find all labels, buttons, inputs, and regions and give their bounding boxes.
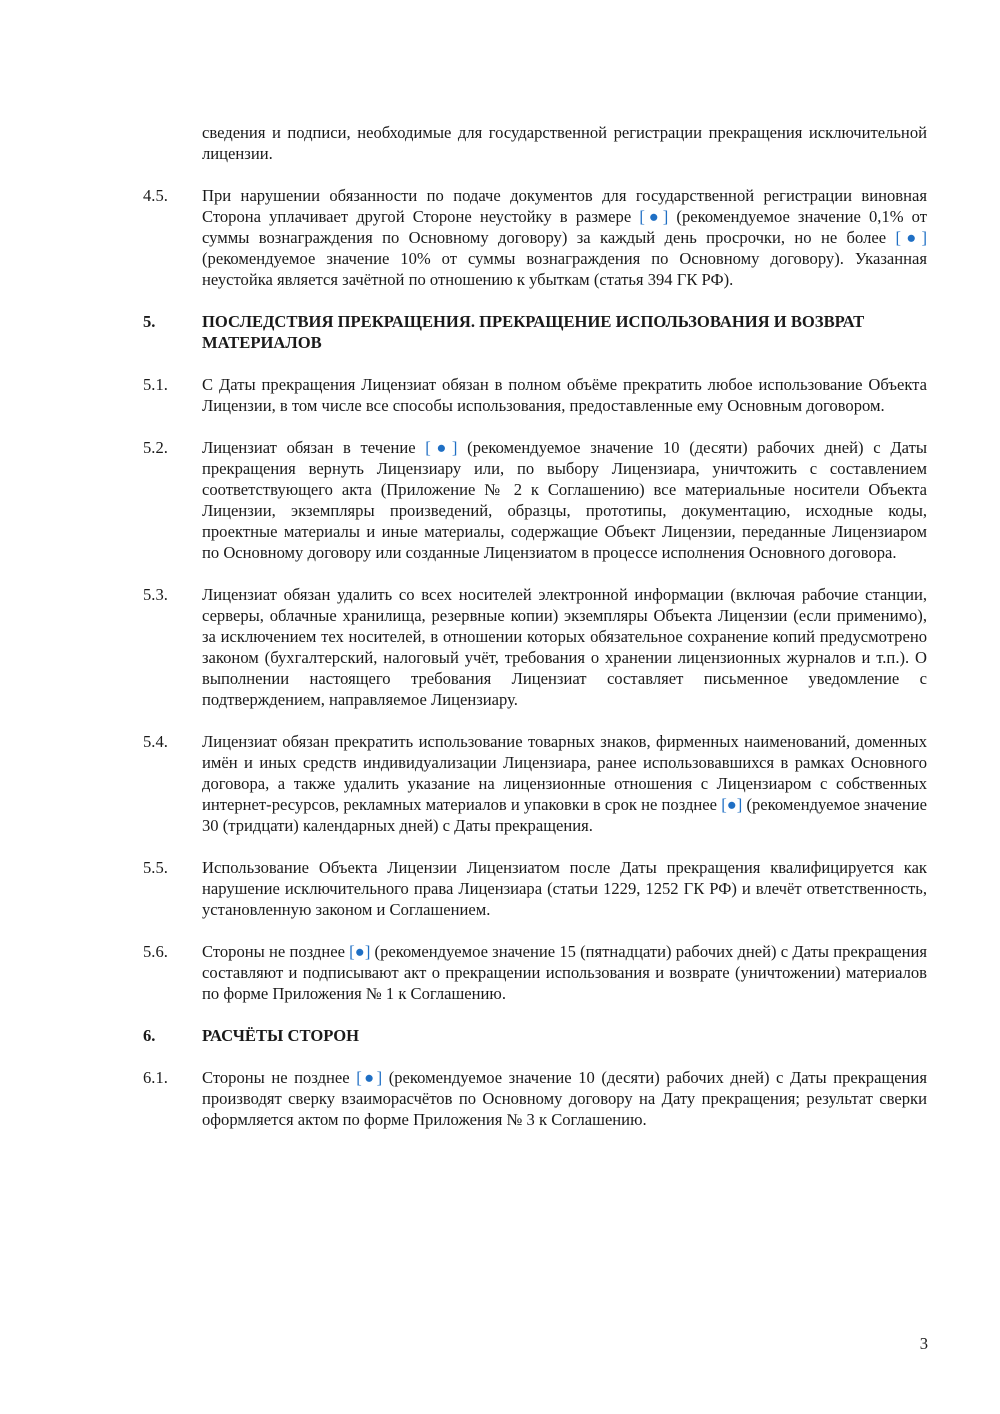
placeholder-marker: [●]: [425, 438, 458, 457]
clause-text-part: (рекомендуемое значение 10% от суммы вознаграждения по Основному договору). Указанная неустойка является зачётной по отношению к убыткам (статья 394 ГК РФ).: [202, 249, 927, 289]
clause-number: 5.2.: [143, 438, 168, 457]
clause-text: Лицензиат обязан удалить со всех носителей электронной информации (включая рабочие станции, серверы, облачные хранилища, резервные копии) экземпляры Объекта Лицензии (если применимо), за исключением тех носителей, в отношении которых обязательное сохранение копий предусмотрено законом (бухгалтерский, налоговый учёт, требования о хранении лицензионных журналов и т.п.). О выполнении настоящего требования Лицензиат составляет письменное уведомление с подтверждением, направляемое Лицензиару.: [202, 585, 927, 709]
clause-5-5: [143, 857, 927, 920]
clause-text-part: При нарушении обязанности по подаче документов для государственной регистрации виновная Сторона уплачивает другой Стороне неустойку в размере: [202, 186, 927, 226]
clause-text: [202, 185, 927, 290]
clause-text-part: Лицензиат обязан в течение: [202, 438, 426, 457]
placeholder-marker: [●]: [639, 207, 669, 226]
clause-number: 4.5.: [143, 186, 168, 205]
clause-text: [202, 437, 927, 563]
clause-text-part: Лицензиат обязан прекратить использование товарных знаков, фирменных наименований, доменных имён и иных средств индивидуализации Лицензиара, ранее использовавшихся в рамках Основного договора, а также удалить указание на лицензионные отношения с Лицензиаром с собственных интернет-ресурсов, рекламных материалов и упаковки в срок не позднее: [202, 732, 927, 814]
clause-text-part: Стороны не позднее: [202, 942, 350, 961]
document-body: [143, 122, 927, 1151]
clause-number: 5.6.: [143, 942, 168, 961]
clause-number: 5.1.: [143, 375, 168, 394]
section-6-heading: [143, 1025, 927, 1046]
section-title: РАСЧЁТЫ СТОРОН: [202, 1026, 360, 1045]
clause-5-1: [143, 374, 927, 416]
placeholder-marker: [●]: [721, 795, 743, 814]
clause-text: [202, 1067, 927, 1130]
clause-5-3: [143, 584, 927, 710]
section-title: ПОСЛЕДСТВИЯ ПРЕКРАЩЕНИЯ. ПРЕКРАЩЕНИЕ ИСПОЛЬЗОВАНИЯ И ВОЗВРАТ МАТЕРИАЛОВ: [202, 312, 865, 352]
clause-5-4: [143, 731, 927, 836]
clause-text-part: (рекомендуемое значение 10 (десяти) рабочих дней) с Даты прекращения вернуть Лицензиару или, по выбору Лицензиара, уничтожить с составлением соответствующего акта (Приложение № 2 к Соглашению) все материальные носители Объекта Лицензии, экземпляры произведений, образцы, прототипы, документацию, исходные коды, проектные материалы и иные материалы, содержащие Объект Лицензии, переданные Лицензиаром по Основному договору или созданные Лицензиатом в процессе исполнения Основного договора.: [202, 438, 927, 562]
clause-number: 5.4.: [143, 732, 168, 751]
clause-text-part: (рекомендуемое значение 15 (пятнадцати) рабочих дней) с Даты прекращения составляют и подписывают акт о прекращении использования и возврате (уничтожении) материалов по форме Приложения № 1 к Соглашению.: [202, 942, 927, 1003]
clause-number: 5.3.: [143, 585, 168, 604]
clause-text-part: (рекомендуемое значение 0,1% от суммы вознаграждения по Основному договору) за каждый день просрочки, но не более: [202, 207, 927, 247]
placeholder-marker: [●]: [349, 942, 371, 961]
clause-text-part: Стороны не позднее: [202, 1068, 357, 1087]
placeholder-marker: [●]: [356, 1068, 383, 1087]
clause-text-part: (рекомендуемое значение 30 (тридцати) календарных дней) с Даты прекращения.: [202, 795, 927, 835]
clause-5-6: [143, 941, 927, 1004]
clause-4-5: [143, 185, 927, 290]
clause-6-1: [143, 1067, 927, 1130]
clause-text-part: (рекомендуемое значение 10 (десяти) рабочих дней) с Даты прекращения производят сверку взаиморасчётов по Основному договору на Дату прекращения; результат сверки оформляется актом по форме Приложения № 3 к Соглашению.: [202, 1068, 928, 1129]
section-number: 5.: [143, 312, 156, 331]
clause-number: 6.1.: [143, 1068, 168, 1087]
section-5-heading: [143, 311, 927, 353]
section-number: 6.: [143, 1026, 156, 1045]
clause-text: [202, 731, 927, 836]
clause-text: [202, 941, 927, 1004]
clause-text: Использование Объекта Лицензии Лицензиатом после Даты прекращения квалифицируется как нарушение исключительного права Лицензиара (статьи 1229, 1252 ГК РФ) и влечёт ответственность, установленную законом и Соглашением.: [202, 858, 927, 919]
clause-text: С Даты прекращения Лицензиат обязан в полном объёме прекратить любое использование Объекта Лицензии, в том числе все способы использования, предоставленные ему Основным договором.: [202, 375, 927, 415]
clause-5-2: [143, 437, 927, 563]
paragraph-continuation: сведения и подписи, необходимые для государственной регистрации прекращения исключительной лицензии.: [202, 123, 927, 163]
clause-number: 5.5.: [143, 858, 168, 877]
placeholder-marker: [●]: [895, 228, 927, 247]
page-number: 3: [919, 1334, 928, 1353]
